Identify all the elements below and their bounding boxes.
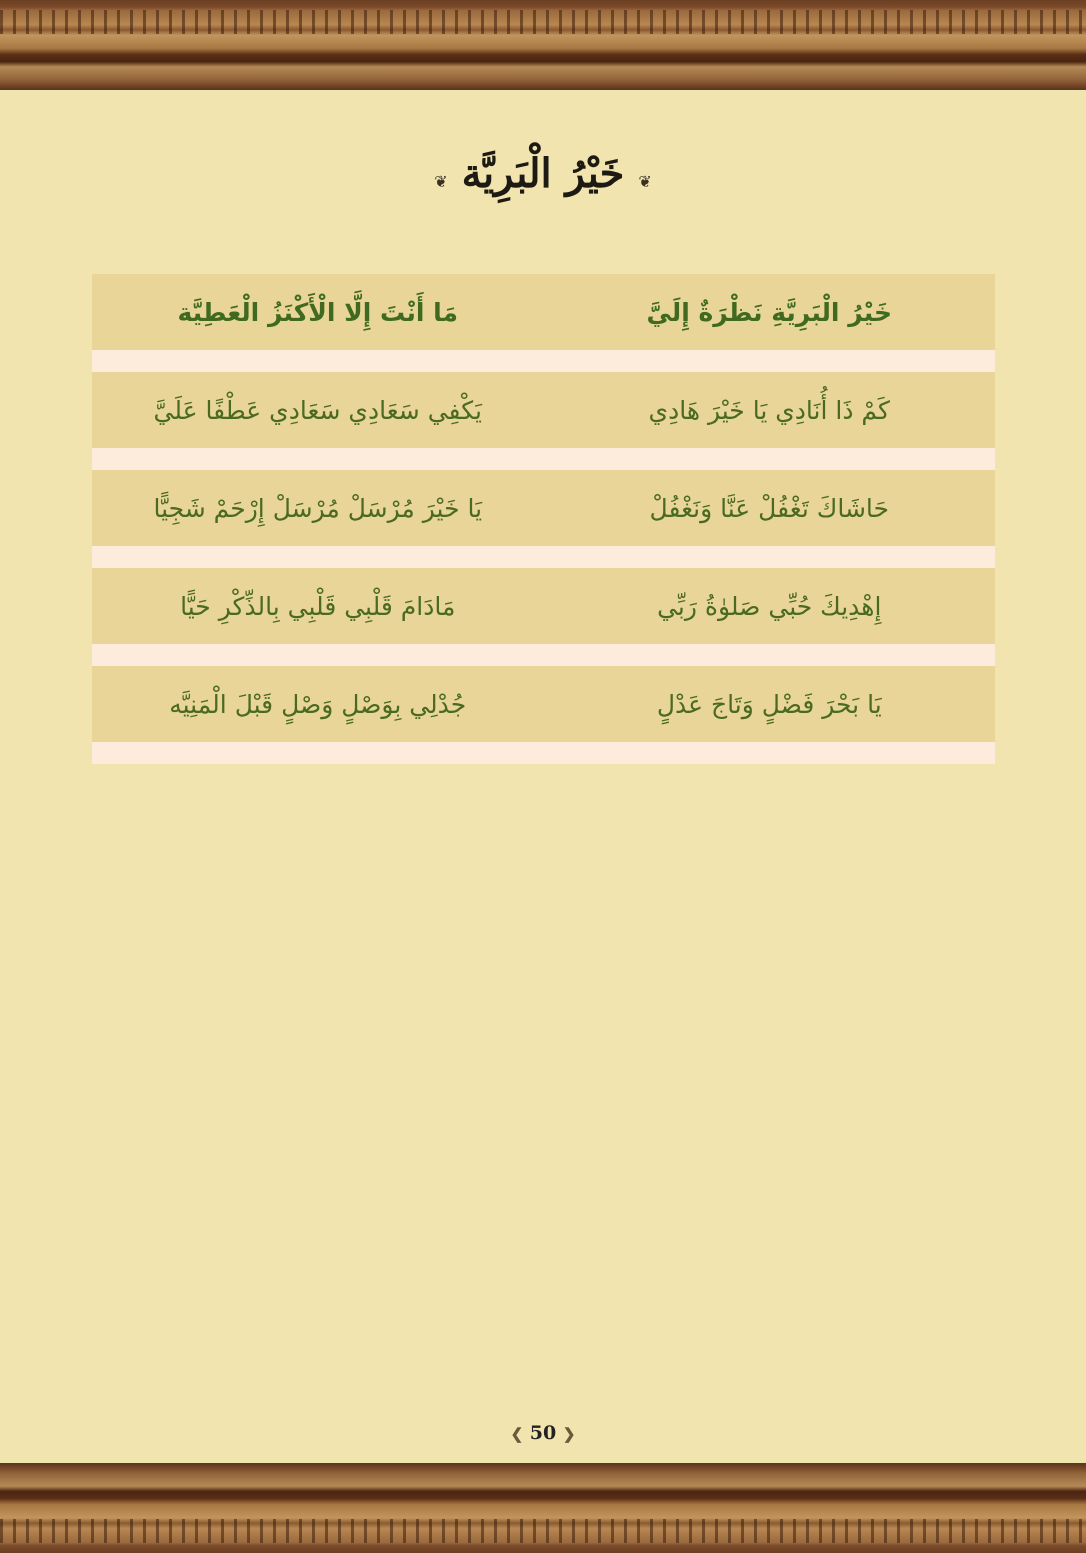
ornament-icon: ❯	[562, 1425, 576, 1443]
verse-left: يَكْفِي سَعَادِي سَعَادِي عَطْفًا عَلَيَّ	[153, 395, 482, 425]
verse-right: حَاشَاكَ تَغْفُلْ عَنَّا وَنَغْفُلْ	[649, 493, 889, 523]
decorative-top-border	[0, 0, 1086, 90]
row-divider	[92, 644, 995, 666]
ornament-icon: ❦	[434, 172, 448, 191]
page-number	[0, 1422, 1086, 1444]
poem-row	[92, 372, 995, 448]
verse-left: يَا خَيْرَ مُرْسَلْ مُرْسَلْ إِرْحَمْ شَجِيًّا	[153, 493, 483, 523]
decorative-bottom-border	[0, 1463, 1086, 1553]
verse-right: يَا بَحْرَ فَضْلٍ وَتَاجَ عَدْلٍ	[656, 689, 882, 719]
poem-table	[92, 274, 995, 764]
row-divider	[92, 742, 995, 764]
title-text: خَيْرُ الْبَرِيَّة	[461, 150, 625, 197]
poem-header-row	[92, 274, 995, 350]
verse-right: إِهْدِيكَ حُبِّي صَلوٰةُ رَبِّي	[657, 591, 882, 621]
poem-row	[92, 568, 995, 644]
poem-row	[92, 470, 995, 546]
ornament-icon: ❦	[638, 172, 652, 191]
verse-right: كَمْ ذَا أُنَادِي يَا خَيْرَ هَادِي	[648, 395, 890, 425]
poem-row	[92, 666, 995, 742]
verse-left: مَادَامَ قَلْبِي قَلْبِي بِالذِّكْرِ حَيًّا	[180, 591, 456, 621]
verse-right: خَيْرُ الْبَرِيَّةِ نَظْرَةٌ إِلَيَّ	[646, 297, 892, 327]
row-divider	[92, 350, 995, 372]
page-title	[0, 150, 1086, 197]
page-number-text: 50	[529, 1422, 557, 1444]
ornament-icon: ❮	[510, 1425, 524, 1443]
row-divider	[92, 448, 995, 470]
row-divider	[92, 546, 995, 568]
verse-left: جُدْلِي بِوَصْلٍ وَصْلٍ قَبْلَ الْمَنِيَّه	[169, 689, 467, 719]
verse-left: مَا أَنْتَ إِلَّا الْأَكْنَزُ الْعَطِيَّة	[177, 297, 459, 327]
